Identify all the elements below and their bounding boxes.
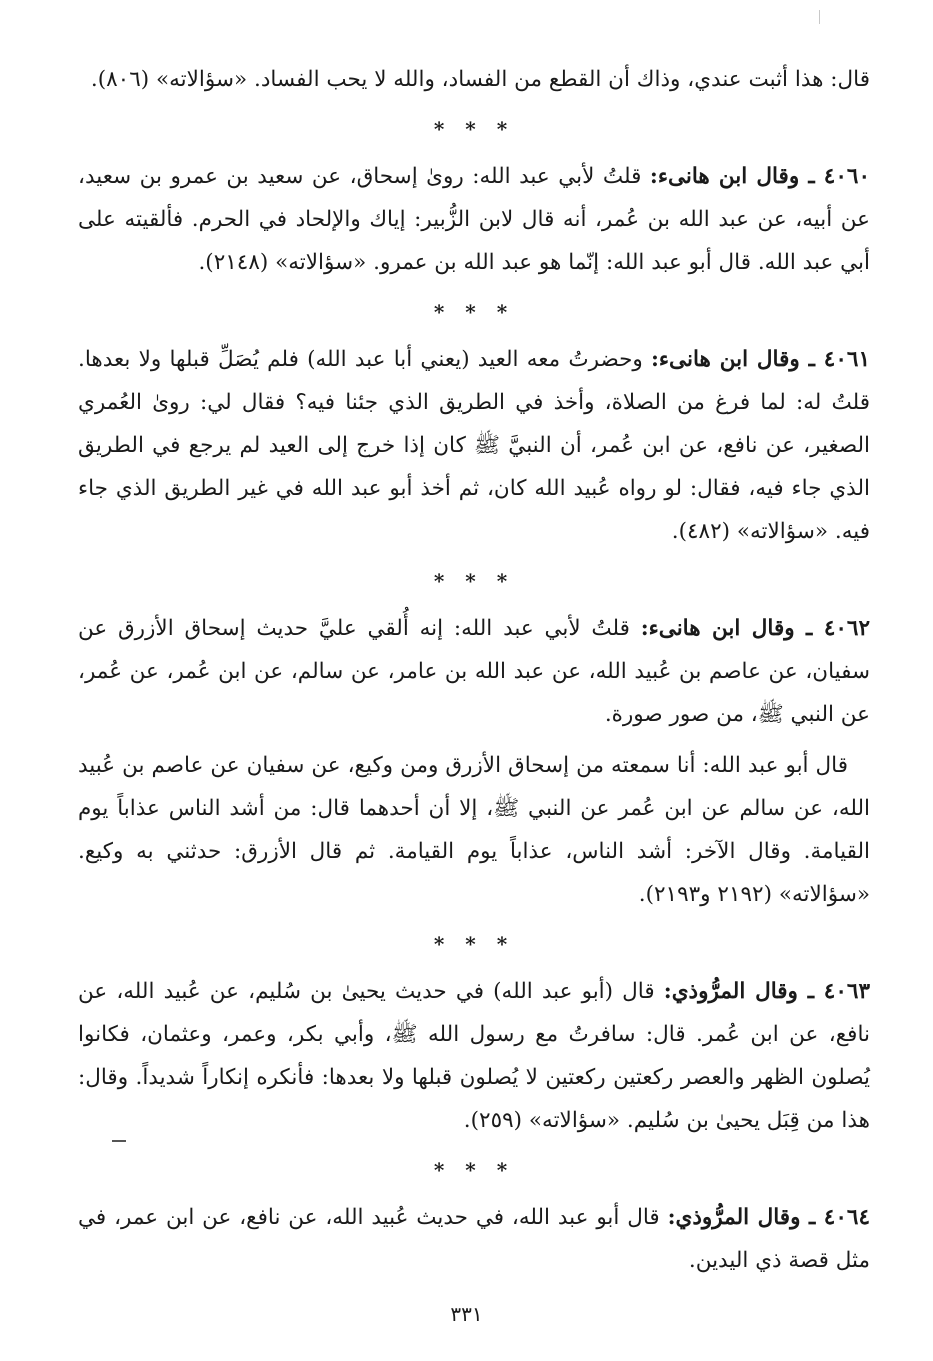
entry-text: قال (أبو عبد الله) في حديث يحيىٰ بن سُليم، عن عُبيد الله، عن نافع، عن ابن عُمر. قال: سافرتُ مع رسول الله ﷺ، وأبي بكر، وعمر، وعثمان، فكانوا يُصلون الظهر والعصر ركعتين ركعتين لا يُصلون قبلها ولا بعدها: فأنكره إنكاراً شديداً. وقال: هذا من قِبَل يحيىٰ بن سُليم. «سؤالاته» (٢٥٩). — [78, 979, 870, 1133]
entry-text: قلتُ لأبي عبد الله: روىٰ إسحاق، عن سعيد بن عمرو بن سعيد، عن أبيه، عن عبد الله بن عُمر، أنه قال لابن الزُّبير: إياك والإلحاد في الحرم. فألقيته على أبي عبد الله. قال أبو عبد الله: إنّما هو عبد الله بن عمرو. «سؤالاته» (٢١٤٨). — [78, 164, 870, 275]
section-separator: * * * — [433, 932, 515, 956]
entry-heading: ٤٠٦٢ ـ وقال ابن هانىء: — [640, 616, 871, 641]
entry-4063 — [78, 970, 870, 1142]
entry-4062-continuation — [78, 744, 870, 916]
entry-heading: ٤٠٦٤ ـ وقال المرُّوذي: — [667, 1205, 870, 1230]
entry-text: قال أبو عبد الله: أنا سمعته من إسحاق الأزرق ومن وكيع، عن سفيان عن عاصم بن عُبيد الله، عن سالم عن ابن عُمر عن النبي ﷺ، إلا أن أحدهما قال: من أشد الناس عذاباً يوم القيامة. وقال الآخر: أشد الناس، عذاباً يوم القيامة. ثم قال الأزرق: حدثني به وكيع. «سؤالاته» (٢١٩٢ و٢١٩٣). — [78, 753, 870, 907]
entry-heading: ٤٠٦٣ ـ وقال المرُّوذي: — [663, 979, 870, 1004]
page-body — [78, 58, 870, 1282]
paragraph-text: قال: هذا أثبت عندي، وذاك أن القطع من الفساد، والله لا يحب الفساد. «سؤالاته» (٨٠٦). — [90, 67, 870, 92]
section-separator: * * * — [433, 117, 515, 141]
entry-4061 — [78, 338, 870, 553]
entry-text: قلتُ لأبي عبد الله: إنه أُلقي عليَّ حديث إسحاق الأزرق عن سفيان، عن عاصم بن عُبيد الله، عن عبد الله بن عامر، عن سالم، عن ابن عُمر، عن عُمر، عن النبي ﷺ، من صور صورة. — [78, 616, 870, 727]
page-number: ٣٣١ — [450, 1302, 483, 1326]
entry-4064 — [78, 1196, 870, 1282]
entry-4062 — [78, 607, 870, 736]
entry-text: وحضرتُ معه العيد (يعني أبا عبد الله) فلم يُصَلِّ قبلها ولا بعدها. قلتُ له: لما فرغ من الصلاة، وأخذ في الطريق الذي جئنا فيه؟ فقال لي: روىٰ العُمري الصغير، عن نافع، عن ابن عُمر، أن النبيَّ ﷺ كان إذا خرج إلى العيد لم يرجع في الطريق الذي جاء فيه، فقال: لو رواه عُبيد الله كان، ثم أخذ أبو عبد الله في غير الطريق الذي جاء فيه. «سؤالاته» (٤٨٢). — [78, 347, 871, 544]
entry-4060 — [78, 155, 870, 284]
entry-heading: ٤٠٦١ ـ وقال ابن هانىء: — [651, 347, 870, 372]
section-separator: * * * — [433, 569, 515, 593]
section-separator: * * * — [433, 1158, 515, 1182]
section-separator: * * * — [433, 300, 515, 324]
entry-heading: ٤٠٦٠ ـ وقال ابن هانىء: — [649, 164, 870, 189]
scan-mark-top — [819, 10, 820, 24]
entry-text: قال أبو عبد الله، في حديث عُبيد الله، عن نافع، عن ابن عمر، في مثل قصة ذي اليدين. — [78, 1205, 870, 1273]
paragraph-continuation — [78, 58, 870, 101]
